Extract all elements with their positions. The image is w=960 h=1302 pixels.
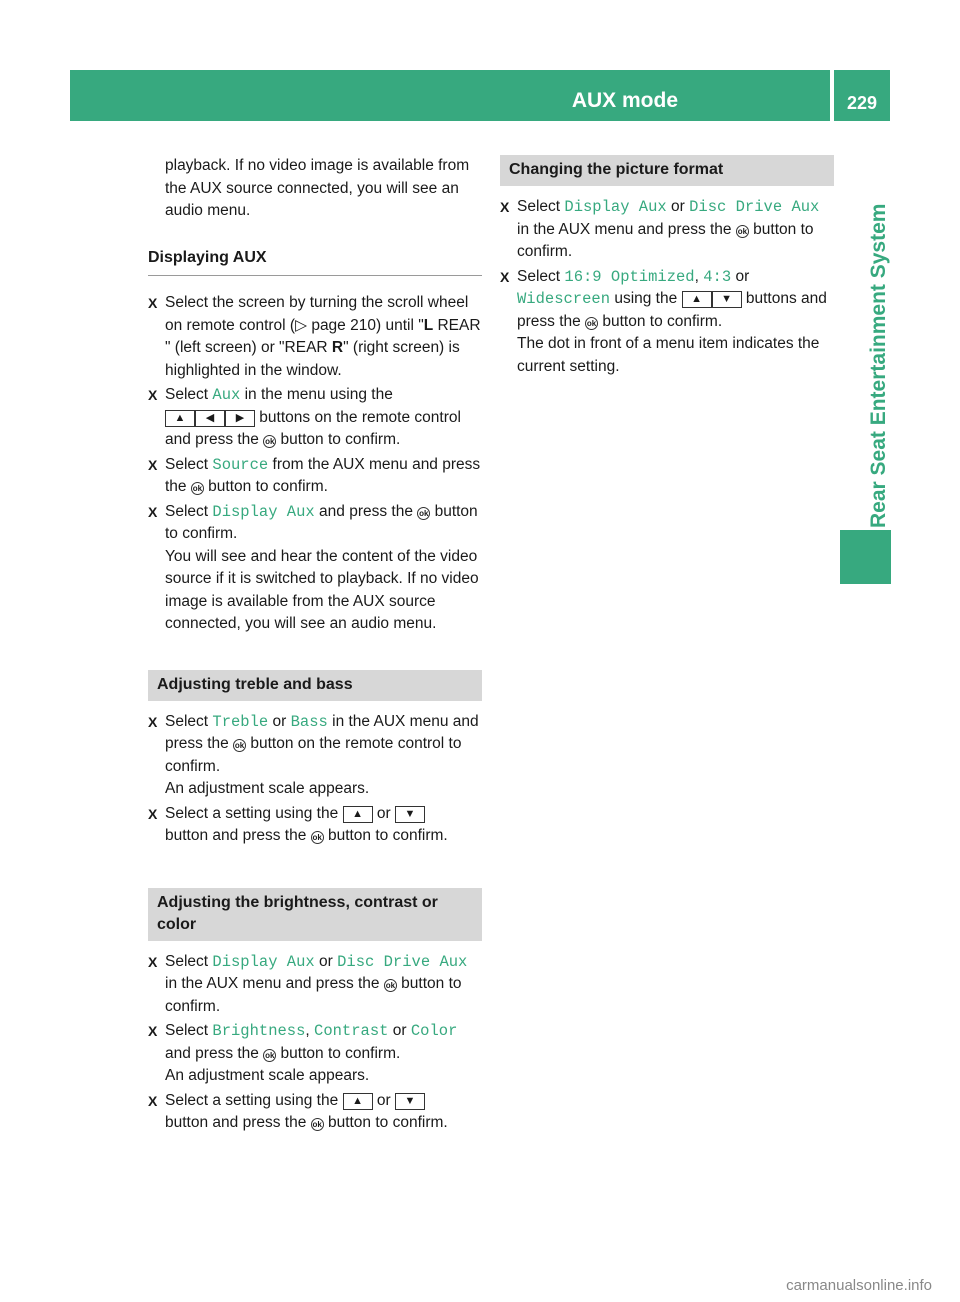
menu-item-aux: Aux [212,386,241,404]
step-marker-icon: X [500,268,510,285]
step-adjust-setting-2: X Select a setting using the ▲ or ▼ button and press the ok button to confirm. [148,1091,448,1131]
step-marker-icon: X [148,387,158,403]
ok-button-icon: ok [265,1050,275,1060]
page-number-box [834,70,890,121]
step-marker-icon: X [148,1092,158,1109]
intro-paragraph: playback. If no video image is available from the AUX source connected, you will see an audio menu. [165,157,470,219]
menu-item-contrast: Contrast [314,1022,389,1040]
right-button-icon: ▶ [225,410,255,427]
down-button-icon: ▼ [712,291,742,308]
ok-button-icon: ok [737,226,748,236]
step-select-treble-bass: X Select Treble or Bass in the AUX menu and press the ok button on the remote control to confirm. An adjustment scale appears. [148,712,479,797]
ok-button-icon: ok [385,981,396,990]
step-marker-icon: X [148,503,158,520]
section-displaying-aux-title: Displaying AUX [148,247,482,277]
section-treble-bass-title: Adjusting treble and bass [148,670,482,701]
menu-item-treble: Treble [212,712,269,731]
menu-item-display-aux: Display Aux [212,502,315,521]
step-marker-icon: X [500,199,510,215]
section-brightness-title: Adjusting the brightness, contrast or color [148,888,482,941]
header-bar [70,70,830,121]
menu-item-disc-drive-aux: Disc Drive Aux [689,198,820,216]
up-button-icon: ▲ [682,291,712,308]
down-button-icon: ▼ [395,806,425,823]
ok-button-icon: ok [419,508,429,518]
menu-item-brightness: Brightness [212,1022,306,1040]
ok-button-icon: ok [192,484,203,493]
step-marker-icon: X [148,295,158,311]
step-select-display-aux: X Select Display Aux and press the ok button to confirm. You will see and hear the content of the video source if it is switched to playback. If no video image is available from the AUX source connected, you will see an audio menu. [148,502,479,632]
down-button-icon: ▼ [395,1093,425,1110]
up-button-icon: ▲ [343,806,373,823]
step-select-brightness: X Select Brightness, Contrast or Color and press the ok button to confirm. An adjustment scale appears. [148,1022,458,1084]
right-column [500,155,834,378]
watermark: carmanualsonline.info [786,1277,932,1294]
ok-button-icon: ok [586,318,597,328]
step-adjust-setting: X Select a setting using the ▲ or ▼ button and press the ok button to confirm. [148,804,448,844]
page-title: AUX mode [571,89,678,112]
step-marker-icon: X [148,953,158,970]
step-select-format: X Select 16:9 Optimized, 4:3 or Widescreen using the ▲ ▼ buttons and press the ok button to confirm. The dot in front of a menu item indicates the current setting. [500,267,827,375]
menu-item-bass: Bass [290,712,328,731]
step-select-screen: X Select the screen by turning the scroll wheel on remote control (▷ page 210) until "L REAR " (left screen) or "REAR R" (right screen) is highlighted in the window. [148,294,481,379]
left-column [148,155,482,1135]
page-number: 229 [846,93,878,113]
menu-item-disc-drive-aux: Disc Drive Aux [337,952,468,971]
step-marker-icon: X [148,713,158,730]
menu-item-16-9-optimized: 16:9 Optimized [564,267,695,286]
step-marker-icon: X [148,805,158,822]
menu-item-display-aux: Display Aux [564,198,667,216]
ok-button-icon: ok [265,437,275,446]
ok-button-icon: ok [312,1120,322,1129]
menu-item-4-3: 4:3 [703,267,732,286]
step-select-aux: X Select Aux in the menu using the ▲ ◀ ▶ buttons on the remote control and press the ok button to confirm. [148,386,461,448]
page-reference: ▷ page 210 [295,316,376,334]
up-button-icon: ▲ [165,410,195,427]
step-select-source: X Select Source from the AUX menu and press the ok button to confirm. [148,455,481,495]
chapter-label: Rear Seat Entertainment System [867,203,890,528]
menu-item-widescreen: Widescreen [517,290,611,308]
up-button-icon: ▲ [343,1093,373,1110]
section-picture-format-title: Changing the picture format [500,155,834,186]
step-select-display-aux-3: X Select Display Aux or Disc Drive Aux in the AUX menu and press the ok button to confirm. [500,198,820,260]
ok-button-icon: ok [312,833,322,842]
step-select-display-aux-2: X Select Display Aux or Disc Drive Aux in the AUX menu and press the ok button to confirm. [148,952,468,1015]
menu-item-source: Source [212,455,269,474]
step-marker-icon: X [148,1023,158,1039]
left-button-icon: ◀ [195,410,225,427]
ok-button-icon: ok [234,741,245,750]
step-marker-icon: X [148,456,158,473]
menu-item-display-aux: Display Aux [212,952,315,971]
chapter-marker [840,530,891,584]
menu-item-color: Color [410,1022,458,1040]
